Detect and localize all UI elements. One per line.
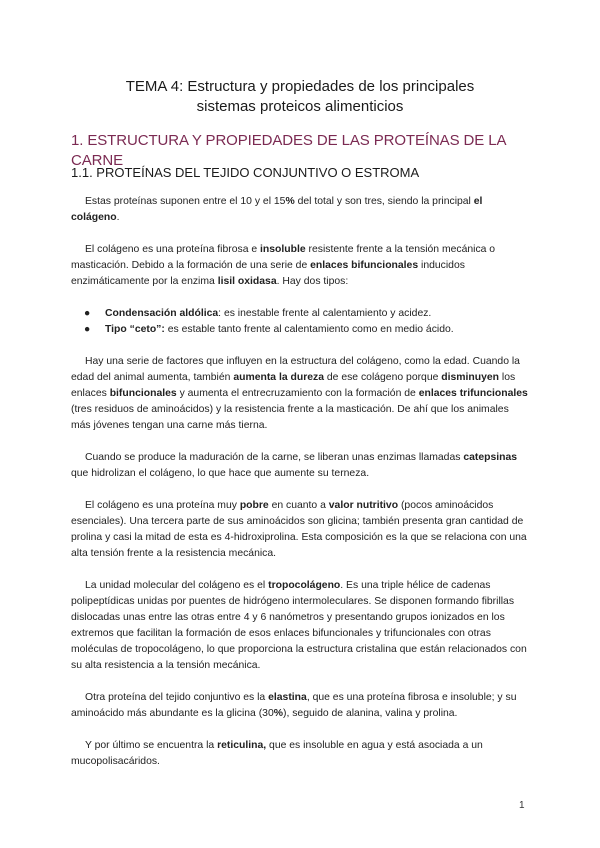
paragraph-1: Estas proteínas suponen entre el 10 y el 15% del total y son tres, siendo la principal el colágeno. — [71, 196, 483, 223]
paragraph-8: Y por último se encuentra la reticulina, que es insoluble en agua y está asociada a un mucopolisacáridos. — [71, 740, 483, 767]
bullet-icon: ● — [84, 308, 91, 319]
paragraph-6: La unidad molecular del colágeno es el tropocolágeno. Es una triple hélice de cadenas polipeptídicas unidas por puentes de hidrógeno intermoleculares. Se disponen formando fibrillas dislocadas unas entre las otras entre 4 y 6 nanómetros y presentando grupos ionizados en los extremos que facilitan la formación de esos enlaces bifuncionales y trifuncionales con otras moléculas de tropocolágeno, lo que proporciona la estructura cristalina que están relacionados con su alta resistencia a la tensión mecánica. — [71, 580, 527, 671]
document-title — [60, 77, 540, 117]
bullet-list — [71, 306, 529, 338]
paragraph-4: Cuando se produce la maduración de la carne, se liberan unas enzimas llamadas catepsinas que hidrolizan el colágeno, lo que hace que aumente su terneza. — [71, 452, 518, 479]
bullet-icon: ● — [84, 324, 91, 335]
paragraph-3: Hay una serie de factores que influyen en la estructura del colágeno, como la edad. Cuando la edad del animal aumenta, también aumenta la dureza de ese colágeno porque disminuyen los enlaces bifuncionales y aumenta el entrecruzamiento con la formación de enlaces trifuncionales (tres residuos de aminoácidos) y la resistencia frente a la masticación. De ahí que los animales más jóvenes tengan una carne más tierna. — [71, 356, 528, 431]
paragraph-7: Otra proteína del tejido conjuntivo es la elastina, que es una proteína fibrosa e insoluble; y su aminoácido más abundante es la glicina (30%), seguido de alanina, valina y prolina. — [71, 692, 517, 719]
list-item: ● Tipo “ceto”: es estable tanto frente al calentamiento como en medio ácido. — [71, 322, 529, 338]
section-heading: 1. ESTRUCTURA Y PROPIEDADES DE LAS PROTEÍNAS DE LA CARNE — [71, 132, 506, 169]
paragraph-2: El colágeno es una proteína fibrosa e insoluble resistente frente a la tensión mecánica o masticación. Debido a la formación de una serie de enlaces bifuncionales inducidos enzimáticamente por la enzima lisil oxidasa. Hay dos tipos: — [71, 244, 496, 287]
subsection-heading: 1.1. PROTEÍNAS DEL TEJIDO CONJUNTIVO O ESTROMA — [71, 165, 420, 180]
paragraph-5: El colágeno es una proteína muy pobre en cuanto a valor nutritivo (pocos aminoácidos esenciales). Una tercera parte de sus aminoácidos son glicina; también presenta gran cantidad de prolina y casi la mitad de esta es 4-hidroxiprolina. Esta composición es la que se relaciona con una alta tensión frente a la resistencia mecánica. — [71, 500, 527, 559]
title-line-1: TEMA 4: Estructura y propiedades de los principales — [125, 78, 475, 95]
title-line-2: sistemas proteicos alimenticios — [196, 98, 404, 115]
list-item: ● Condensación aldólica: es inestable frente al calentamiento y acidez. — [71, 306, 529, 322]
page-number: 1 — [519, 800, 525, 811]
document-body — [71, 194, 529, 786]
